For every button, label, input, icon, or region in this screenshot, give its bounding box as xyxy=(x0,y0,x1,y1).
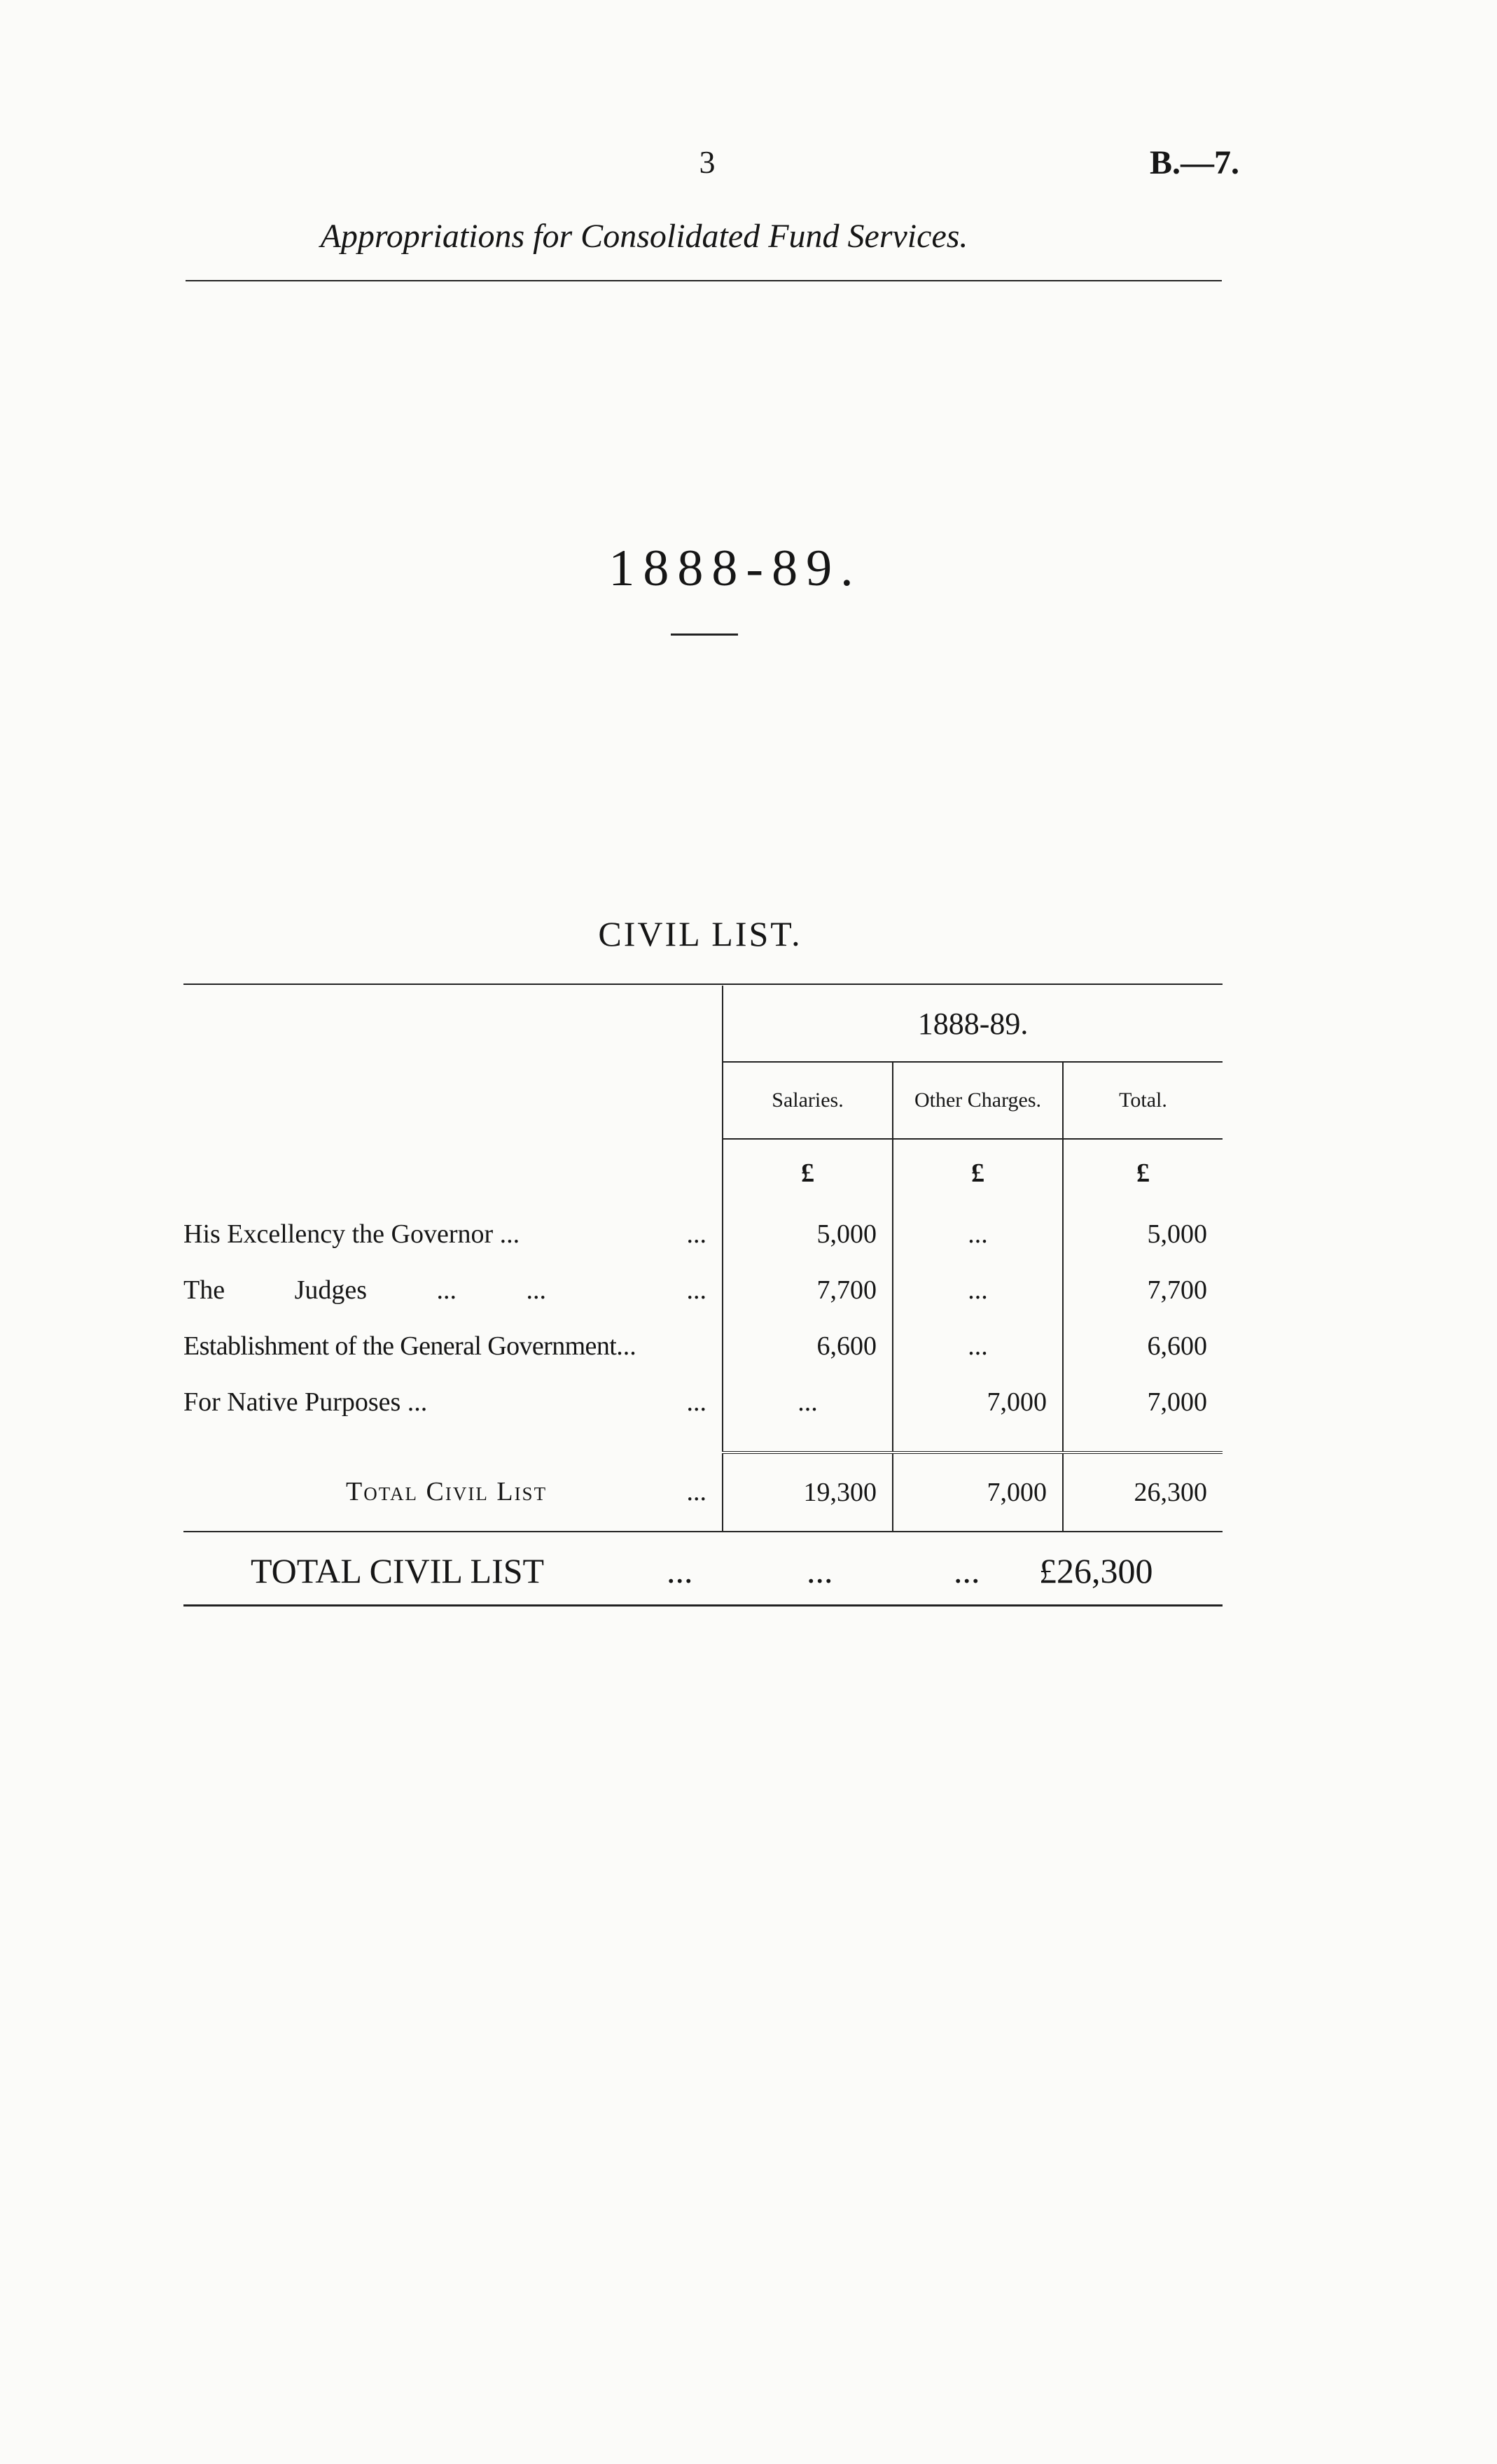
grand-total-top-rule xyxy=(183,1531,1223,1532)
running-head: Appropriations for Consolidated Fund Services. xyxy=(320,218,968,255)
table-spacer-row xyxy=(183,1430,1223,1452)
row-label: For Native Purposes ... ... xyxy=(183,1374,723,1430)
grand-total-value: £26,300 xyxy=(1039,1551,1153,1590)
grand-total-label: TOTAL CIVIL LIST xyxy=(251,1551,545,1590)
cell-salaries: 6,600 xyxy=(723,1318,893,1374)
grand-total-bottom-rule xyxy=(183,1604,1223,1606)
column-header-salaries: Salaries. xyxy=(723,1062,893,1139)
dot-leader: ... xyxy=(686,1219,706,1249)
currency-symbol: £ xyxy=(723,1139,893,1206)
year-title-rule xyxy=(671,634,738,636)
total-row-label: Total Civil List ... xyxy=(183,1452,723,1531)
document-reference: B.—7. xyxy=(1149,144,1239,181)
currency-symbol: £ xyxy=(893,1139,1063,1206)
total-total: 26,300 xyxy=(1063,1452,1223,1531)
page-number: 3 xyxy=(699,144,716,180)
table-top-rule xyxy=(183,983,1223,985)
dot-leader: ... xyxy=(686,1477,706,1506)
cell-total: 5,000 xyxy=(1063,1206,1223,1262)
cell-total: 7,700 xyxy=(1063,1262,1223,1318)
year-title: 1888-89. xyxy=(608,540,862,597)
dot-leader: ... xyxy=(954,1551,980,1590)
cell-total: 6,600 xyxy=(1063,1318,1223,1374)
cell-other-charges: ... xyxy=(893,1262,1063,1318)
total-row xyxy=(183,1452,1223,1531)
civil-list-table xyxy=(183,986,1223,1531)
dot-leader: ... xyxy=(616,1331,636,1361)
cell-salaries: 7,700 xyxy=(723,1262,893,1318)
table-row xyxy=(183,1262,1223,1318)
section-title: CIVIL LIST. xyxy=(598,914,802,953)
cell-other-charges: ... xyxy=(893,1318,1063,1374)
table-row xyxy=(183,1374,1223,1430)
currency-symbol: £ xyxy=(1063,1139,1223,1206)
dot-leader: ... xyxy=(807,1551,833,1590)
row-label: The Judges ... ... ... xyxy=(183,1262,723,1318)
column-header-other-charges: Other Charges. xyxy=(893,1062,1063,1139)
total-salaries: 19,300 xyxy=(723,1452,893,1531)
row-label: His Excellency the Governor ... ... xyxy=(183,1206,723,1262)
table-header-period-row xyxy=(183,986,1223,1062)
cell-salaries: ... xyxy=(723,1374,893,1430)
dot-leader: ... xyxy=(686,1387,706,1417)
table-row xyxy=(183,1318,1223,1374)
table-row xyxy=(183,1206,1223,1262)
period-header: 1888-89. xyxy=(723,986,1223,1062)
cell-other-charges: ... xyxy=(893,1206,1063,1262)
table-header-blank xyxy=(183,986,723,1139)
header-rule xyxy=(186,280,1222,281)
row-label: Establishment of the General Government... xyxy=(183,1331,636,1361)
cell-salaries: 5,000 xyxy=(723,1206,893,1262)
dot-leader: ... xyxy=(686,1275,706,1305)
total-other-charges: 7,000 xyxy=(893,1452,1063,1531)
dot-leader: ... xyxy=(667,1551,693,1590)
cell-other-charges: 7,000 xyxy=(893,1374,1063,1430)
cell-total: 7,000 xyxy=(1063,1374,1223,1430)
grand-total-line xyxy=(183,1536,1223,1606)
currency-row xyxy=(183,1139,1223,1206)
column-header-total: Total. xyxy=(1063,1062,1223,1139)
